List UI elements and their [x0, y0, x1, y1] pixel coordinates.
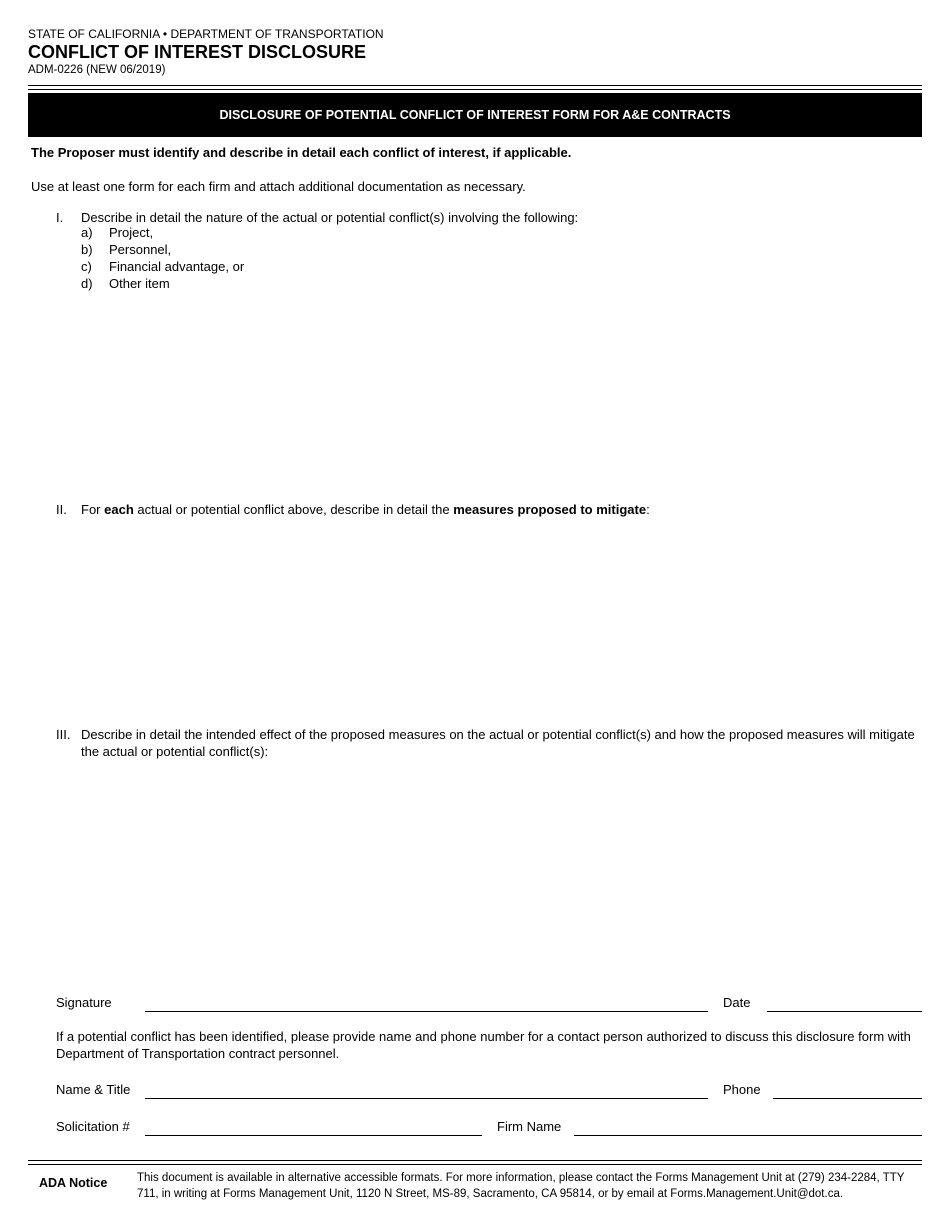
- form-banner: [28, 93, 922, 137]
- section-2-response-area[interactable]: [81, 525, 917, 710]
- contact-note: If a potential conflict has been identified, please provide name and phone number for a contact person authorized to discuss this disclosure form with Department of Transportation contract personnel.: [56, 1029, 911, 1061]
- signature-field[interactable]: [145, 1011, 708, 1012]
- list-item-letter: d): [81, 276, 93, 291]
- form-title: CONFLICT OF INTEREST DISCLOSURE: [28, 42, 367, 62]
- section-2-text: [81, 501, 917, 518]
- phone-field[interactable]: [773, 1098, 922, 1099]
- date-field[interactable]: [767, 1011, 922, 1012]
- footer-rule: [28, 1160, 922, 1161]
- list-item-text: Other item: [109, 276, 170, 291]
- form-number: ADM-0226 (NEW 06/2019): [28, 64, 166, 76]
- ada-notice-text: This document is available in alternative accessible formats. For more information, please contact the Forms Management Unit at (279) 234-2284, TTY 711, in writing at Forms Management Unit, 1120 N Street, MS-89, Sacramento, CA 95814, or by email at Forms.Management.Unit@dot.ca.: [137, 1172, 905, 1200]
- list-item-text: Financial advantage, or: [109, 259, 245, 274]
- section-3-text: Describe in detail the intended effect of the proposed measures on the actual or potential conflict(s) and how the proposed measures will mitigate the actual or potential conflict(s):: [81, 727, 915, 759]
- section-2-text-mid: actual or potential conflict above, describe in detail the: [133, 502, 454, 517]
- phone-label: Phone: [723, 1082, 761, 1097]
- instruction-text: Use at least one form for each firm and attach additional documentation as necessary.: [31, 179, 526, 194]
- signature-label: Signature: [56, 995, 112, 1010]
- section-1-response-area[interactable]: [81, 300, 917, 485]
- header-rule-2: [28, 89, 922, 90]
- list-item-letter: b): [81, 242, 93, 257]
- list-item-letter: c): [81, 259, 92, 274]
- banner-text: DISCLOSURE OF POTENTIAL CONFLICT OF INTEREST FORM FOR A&E CONTRACTS: [219, 108, 731, 122]
- name-title-label: Name & Title: [56, 1082, 131, 1097]
- section-2-text-pre: For: [81, 502, 105, 517]
- list-item-text: Personnel,: [109, 242, 172, 257]
- section-2-text-bold-measures: measures proposed to mitigate: [453, 502, 647, 517]
- section-3-numeral: III.: [56, 727, 71, 742]
- section-2-text-bold-each: each: [104, 502, 134, 517]
- name-title-field[interactable]: [145, 1098, 708, 1099]
- section-2-numeral: II.: [56, 502, 67, 517]
- firm-name-field[interactable]: [574, 1135, 922, 1136]
- agency-line: STATE OF CALIFORNIA • DEPARTMENT OF TRANSPORTATION: [28, 27, 384, 41]
- list-item-letter: a): [81, 225, 93, 240]
- section-1-text: Describe in detail the nature of the actual or potential conflict(s) involving the following:: [81, 210, 579, 225]
- section-2-text-post: :: [646, 502, 650, 517]
- ada-notice-label: ADA Notice: [39, 1176, 108, 1190]
- date-label: Date: [723, 995, 751, 1010]
- firm-name-label: Firm Name: [497, 1119, 562, 1134]
- header-rule: [28, 85, 922, 86]
- instruction-bold: The Proposer must identify and describe in detail each conflict of interest, if applicable.: [31, 145, 572, 160]
- list-item-text: Project,: [109, 225, 154, 240]
- footer-rule-2: [28, 1164, 922, 1165]
- section-3-response-area[interactable]: [81, 770, 917, 970]
- solicitation-label: Solicitation #: [56, 1119, 130, 1134]
- section-1-numeral: I.: [56, 210, 64, 225]
- solicitation-field[interactable]: [145, 1135, 482, 1136]
